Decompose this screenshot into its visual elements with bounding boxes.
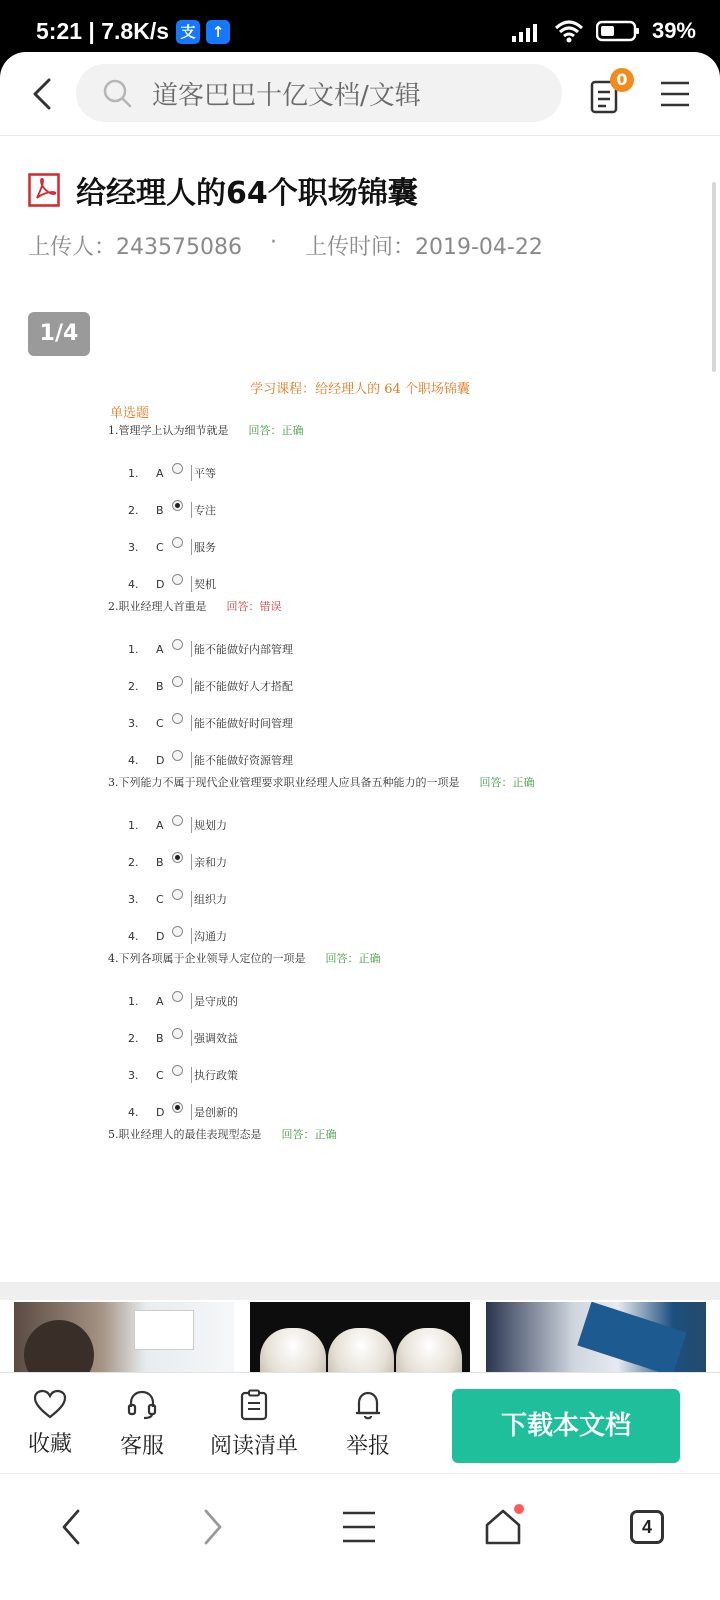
option-divider [191,928,192,944]
question-label: 1.管理学上认为细节就是 [108,424,229,437]
option-radio [172,991,183,1002]
ad-image-teeth[interactable] [250,1302,470,1372]
headset-icon [126,1389,158,1421]
option-radio [172,537,183,548]
option-divider [191,576,192,592]
clipboard-button[interactable] [590,72,634,116]
answer-option [128,638,293,660]
service-label: 客服 [120,1434,165,1459]
menu-lines-icon [342,1510,376,1544]
notification-dot [514,1504,524,1514]
option-radio [172,926,183,937]
answer-result: 回答：正确 [248,424,304,437]
option-letter: A [156,642,164,656]
option-number: 4. [128,929,139,943]
service-button[interactable] [120,1389,164,1460]
clipboard-list-icon [240,1389,268,1421]
option-number: 3. [128,1068,139,1082]
option-text: 规划力 [194,819,227,832]
option-number: 1. [128,642,139,656]
ad-image-reading[interactable] [486,1302,706,1372]
nav-home-button[interactable] [478,1502,528,1552]
option-letter: C [156,540,164,554]
answer-option [128,1101,238,1123]
answer-result: 回答：正确 [479,776,535,789]
hamburger-icon [660,80,690,108]
option-text: 专注 [194,504,216,517]
doc-title: 给经理人的64个职场锦囊 [76,176,418,211]
search-placeholder: 道客巴巴十亿文档/文辑 [152,80,421,111]
doc-meta [28,230,543,261]
wifi-icon [554,19,584,43]
option-radio [172,639,183,650]
question-label: 3.下列能力不属于现代企业管理要求职业经理人应具备五种能力的一项是 [108,776,460,789]
reading-list-button[interactable] [210,1389,298,1460]
option-text: 组织力 [194,893,227,906]
option-number: 1. [128,994,139,1008]
question-text [108,950,381,966]
question-label: 4.下列各项属于企业领导人定位的一项是 [108,952,306,965]
option-radio [172,1102,183,1113]
search-input[interactable] [76,64,562,122]
option-number: 2. [128,679,139,693]
option-radio [172,713,183,724]
option-divider [191,891,192,907]
option-divider [191,817,192,833]
answer-option [128,462,216,484]
ad-strip [14,1302,720,1372]
option-divider [191,641,192,657]
answer-option [128,499,216,521]
option-letter: B [156,503,164,517]
option-text: 是守成的 [194,995,238,1008]
option-radio [172,852,183,863]
signal-icon [512,20,542,42]
option-divider [191,854,192,870]
arrow-right-icon [203,1509,223,1545]
heart-icon [33,1389,67,1419]
option-text: 强调效益 [194,1032,238,1045]
option-divider [191,1030,192,1046]
option-text: 服务 [194,541,216,554]
option-number: 2. [128,855,139,869]
nav-tabs-button[interactable] [622,1502,672,1552]
option-divider [191,752,192,768]
report-button[interactable] [346,1389,390,1460]
option-divider [191,993,192,1009]
option-divider [191,502,192,518]
bell-icon [353,1389,383,1421]
answer-option [128,814,227,836]
option-letter: D [156,753,165,767]
answer-option [128,712,293,734]
option-divider [191,1067,192,1083]
action-bar [0,1372,720,1474]
option-letter: A [156,818,164,832]
page-indicator: 1/4 [28,312,90,356]
report-label: 举报 [346,1434,391,1459]
option-text: 能不能做好人才搭配 [194,680,293,693]
option-letter: D [156,929,165,943]
option-letter: B [156,679,164,693]
answer-option [128,990,238,1012]
option-divider [191,1104,192,1120]
option-radio [172,889,183,900]
option-text: 能不能做好时间管理 [194,717,293,730]
scrollbar[interactable] [712,182,716,372]
option-number: 1. [128,466,139,480]
browser-nav-bar [0,1476,720,1600]
browser-page [0,52,720,1600]
answer-option [128,675,293,697]
question-text [108,1126,337,1142]
option-number: 4. [128,1105,139,1119]
option-radio [172,500,183,511]
nav-forward-button[interactable] [188,1502,238,1552]
option-divider [191,539,192,555]
ads-separator [0,1282,720,1300]
question-label: 2.职业经理人首重是 [108,600,207,613]
option-divider [191,678,192,694]
option-letter: A [156,466,164,480]
option-radio [172,750,183,761]
tabs-count: 4 [630,1510,664,1544]
option-number: 2. [128,1031,139,1045]
favorite-label: 收藏 [28,1432,73,1457]
back-button[interactable] [22,74,62,114]
option-letter: B [156,1031,164,1045]
document-page [0,370,720,1270]
favorite-button[interactable] [28,1389,72,1458]
option-divider [191,465,192,481]
option-number: 3. [128,892,139,906]
option-letter: D [156,1105,165,1119]
option-letter: D [156,577,165,591]
nav-menu-button[interactable] [334,1502,384,1552]
status-right [512,18,696,44]
answer-result: 回答：错误 [226,600,282,613]
option-letter: A [156,994,164,1008]
answer-result: 回答：正确 [325,952,381,965]
option-number: 3. [128,716,139,730]
answer-option [128,1064,238,1086]
option-text: 沟通力 [194,930,227,943]
option-radio [172,574,183,585]
answer-option [128,888,227,910]
upload-app-icon: ↑ [206,20,230,44]
option-number: 4. [128,753,139,767]
reading-list-label: 阅读清单 [210,1434,299,1459]
answer-option [128,1027,238,1049]
option-radio [172,815,183,826]
answer-option [128,925,227,947]
top-bar [0,52,720,136]
option-number: 3. [128,540,139,554]
meta-separator: · [269,230,277,255]
option-letter: C [156,716,164,730]
option-text: 平等 [194,467,216,480]
option-letter: B [156,855,164,869]
option-number: 2. [128,503,139,517]
uploader: 上传人：243575086 [28,235,242,260]
menu-button[interactable] [660,80,690,108]
clipboard-count-badge: 0 [610,68,634,92]
option-radio [172,1065,183,1076]
answer-option [128,573,216,595]
search-icon [102,78,132,108]
option-radio [172,676,183,687]
pdf-icon [28,173,60,207]
battery-level: 39% [651,18,696,43]
arrow-left-icon [61,1509,81,1545]
question-label: 5.职业经理人的最佳表现型态是 [108,1128,262,1141]
doc-title-row [28,168,418,212]
ad-image-eye-exam[interactable] [14,1302,234,1372]
status-time: 5:21 | 7.8K/s [36,18,170,44]
answer-option [128,851,227,873]
option-text: 是创新的 [194,1106,238,1119]
option-number: 4. [128,577,139,591]
option-text: 能不能做好内部管理 [194,643,293,656]
option-number: 1. [128,818,139,832]
option-radio [172,463,183,474]
section-label: 单选题 [110,406,150,421]
answer-result: 回答：正确 [281,1128,337,1141]
option-letter: C [156,892,164,906]
chevron-left-icon [31,78,53,110]
option-text: 执行政策 [194,1069,238,1082]
option-text: 亲和力 [194,856,227,869]
option-letter: C [156,1068,164,1082]
answer-option [128,749,293,771]
nav-back-button[interactable] [46,1502,96,1552]
option-text: 契机 [194,578,216,591]
option-divider [191,715,192,731]
battery-icon [596,20,640,42]
upload-time: 上传时间：2019-04-22 [304,235,543,260]
question-text [108,422,304,438]
answer-option [128,536,216,558]
option-text: 能不能做好资源管理 [194,754,293,767]
question-text [108,598,282,614]
status-bar [0,0,720,54]
alipay-icon: 支 [176,20,200,44]
course-title: 学习课程：给经理人的 64 个职场锦囊 [250,382,470,397]
download-button[interactable]: 下载本文档 [452,1389,680,1463]
option-radio [172,1028,183,1039]
question-text [108,774,535,790]
